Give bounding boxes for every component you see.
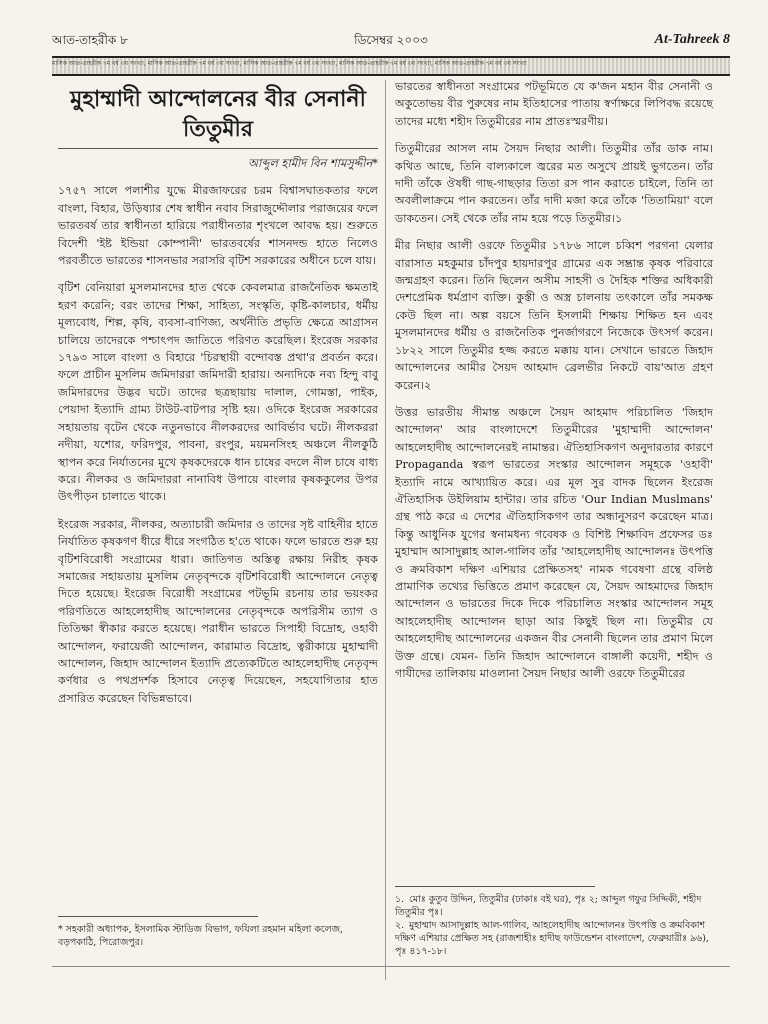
reference-text: মুহাম্মাদ আসাদুল্লাহ আল-গালিব, আহলেহাদীছ আন্দোলনঃ উৎপত্তি ও ক্রমবিকাশ দক্ষিণ এশিয়ার প্রেক্ষিত সহ (রাজশাহীঃ হাদীছ ফাউন্ডেশন বাংলাদেশ, ফেব্রুয়ারীঃ ৯৬), পৃঃ ৪১৭-১৮। [395,920,709,957]
left-column [58,78,378,717]
reference-item [395,919,713,958]
paragraph: মীর নিছার আলী ওরফে তিতুমীর ১৭৮৬ সালে চব্বিশ পরগনা যেলার বারাসাত মহকুমার চাঁদপুর হায়দারপুর গ্রামের এক সম্ভ্রান্ত কৃষক পরিবারে জন্মগ্রহণ করেন। তিনি ছিলেন অসীম সাহসী ও দৈহিক শক্তির অধিকারী দেশপ্রেমিক ধর্মপ্রাণ ব্যক্তি। কুস্তী ও অস্ত্র চালনায় তৎকালে তাঁর সমকক্ষ কেউ ছিল না। অল্প বয়সে তিনি ইসলামী শিক্ষায় শিক্ষিত হন এবং মুসলমানদের ধর্মীয় ও রাজনৈতিক পুনর্জাগরণে নিজেকে উৎসর্গ করেন। ১৮২২ সালে তিতুমীর হজ্জ করতে মক্কায় যান। সেখানে ভারতে জিহাদ আন্দোলনের আমীর সৈয়দ আহমাদ ব্রেলভীর নিকটে বায়'আত গ্রহণ করেন।২ [395,239,713,392]
article-title: মুহাম্মাদী আন্দোলনের বীর সেনানী তিতুমীর [70,86,366,142]
footnote-rule [58,916,258,917]
paragraph: উত্তর ভারতীয় সীমান্ত অঞ্চলে সৈয়দ আহমাদ পরিচালিত 'জিহাদ আন্দোলন' আর বাংলাদেশে তিতুমীরের 'মুহাম্মাদী আন্দোলন' আহলেহাদীছ আন্দোলনেরই নামান্তর। ঐতিহাসিকগণ অনুদারতার কারণে Propaganda স্বরূপ ভারতের সংস্কার আন্দোলন সমূহকে 'ওহাবী' ইত্যাদি নামে আখ্যায়িত করে। এর মূল সুর বাদক ছিলেন ইংরেজ ঐতিহাসিক উইলিয়াম হান্টার। তার রচিত 'Our Indian Muslmans' গ্রন্থ পাঠ করে এ দেশের ঐতিহাসিকগণ তার অন্ধানুসরণ করেছেন মাত্র। কিন্তু আধুনিক যুগের স্বনামধন্য গবেষক ও বিশিষ্ট শিক্ষাবিদ প্রফেসর ডঃ মুহাম্মাদ আসাদুল্লাহ আল-গালিব তাঁর 'আহলেহাদীছ আন্দোলনঃ উৎপত্তি ও ক্রমবিকাশ দক্ষিণ এশিয়ার প্রেক্ষিতসহ' নামক গবেষণা গ্রন্থে বলিষ্ঠ প্রামাণিক তথ্যের ভিত্তিতে প্রমাণ করেছেন যে, সৈয়দ আহমাদের জিহাদ আন্দোলন ও ভারতের দিকে দিকে পরিচালিত সংস্কার আন্দোলন সমূহ আহলেহাদীছ আন্দোলন ছাড়া আর কিছুই ছিল না। তিতুমীর যে আহলেহাদীছ আন্দোলনের একজন বীর সেনানী ছিলেন তার প্রমাণ মিলে উক্ত গ্রন্থে। যেমন- তিনি জিহাদ আন্দোলনে বাঙ্গালী কয়েদী, শহীদ ও গাযীদের তালিকায় মাওলানা সৈয়দ নিছার আলী ওরফে তিতুমীরের [395,405,713,680]
article-author: আব্দুল হামীদ বিন শামসুদ্দীন* [248,156,378,170]
bottom-rule [52,966,730,967]
header-date: ডিসেম্বর ২০০৩ [354,33,428,47]
right-column [395,78,713,692]
header-band: মাসিক আত-তাহরীক ৭ম বর্ষ ৩য় সংখ্যা, মাসিক আত-তাহরীক ৭ম বর্ষ ৩য় সংখ্যা, মাসিক আত-তাহরীক ৭ম বর্ষ ৩য় সংখ্যা, মাসিক আত-তাহরীক ৭ম বর্ষ ৩য় সংখ্যা, মাসিক আত-তাহরীক ৭ম বর্ষ ৩য় সংখ্যা [52,56,730,76]
header-left-title: আত-তাহরীক ৮ [52,33,128,47]
column-divider [385,80,386,980]
paragraph: ভারতের স্বাধীনতা সংগ্রামের পটভূমিতে যে ক'জন মহান বীর সেনানী ও অকুতোভয় বীর পুরুষের নাম ইতিহাসের পাতায় স্বর্ণাক্ষরে লিপিবদ্ধ রয়েছে তাদের মধ্যে শহীদ তিতুমীরের নাম প্রাতঃস্মরণীয়। [395,80,713,128]
paragraph: তিতুমীরের আসল নাম সৈয়দ নিছার আলী। তিতুমীর তাঁর ডাক নাম। কথিত আছে, তিনি বাল্যকালে জ্বরের মত অসুখে প্রায়ই ভুগতেন। তাঁর দাদী তাঁকে ঔষধী গাছ-গাছড়ার তিতা রস পান করাতে চাইলে, তিনি তা অবলীলাক্রমে পান করতেন। তাঁর দাদী মজা করে তাঁকে 'তিতামিয়া' বলে ডাকতেন। সেই থেকে তাঁর নাম হয়ে পড়ে তিতুমীর।১ [395,142,713,225]
title-rule [58,148,378,149]
reference-number: ২. [395,920,405,931]
footnote-rule [395,886,595,887]
page-header [52,32,730,54]
reference-item [395,893,713,919]
reference-number: ১. [395,894,405,905]
paragraph: ইংরেজ সরকার, নীলকর, অত্যাচারী জমিদার ও তাদের সৃষ্ট বাহিনীর হাতে নির্যাতিত কৃষকগণ ধীরে ধীরে সংগঠিত হ'তে থাকে। ফলে ভারতে শুরু হয় বৃটিশবিরোধী সংগ্রামের ধারা। জাতিগত অস্তিত্ব রক্ষায় নিরীহ কৃষক সমাজের সহায়তায় মুসলিম নেতৃবৃন্দকে বৃটিশবিরোধী আন্দোলনে নেতৃত্ব দিতে হয়েছে। ইংরেজ বিরোধী সংগ্রামের পটভূমি রচনায় তার ভয়ংকর পরিণতিতে আহলেহাদীছ আন্দোলনের নেতৃবৃন্দকে অপরিসীম ত্যাগ ও তিতিক্ষা স্বীকার করতে হয়েছে। পরাধীন ভারতে সিপাহী বিদ্রোহ, ওহাবী আন্দোলন, ফরায়েজী আন্দোলন, কারামাত বিদ্রোহ, ত্বরীকায়ে মুহাম্মাদী আন্দোলন, জিহাদ আন্দোলন ইত্যাদি প্রত্যেকটিতে আহলেহাদীছ নেতৃবৃন্দ কর্ণধার ও পথপ্রদর্শক হিসাবে নেতৃত্ব দিয়েছেন, সহযোগিতার হাত প্রসারিত করেছেন বিভিন্নভাবে। [58,517,378,705]
reference-text: মোঃ কুতুব উদ্দিন, তিতুমীর (ঢাকাঃ বই ঘর), পৃঃ ২; আব্দুল গফুর সিদ্দিকী, শহীদ তিতুমীর পৃঃ। [395,894,702,918]
author-footnote: * সহকারী অধ্যাপক, ইসলামিক স্টাডিজ বিভাগ, ফযিলা রহমান মহিলা কলেজ, বড়পকাঠি, পিরোজপুর। [58,924,344,948]
author-footnote-block [58,906,378,949]
references-block [395,876,713,958]
header-right-title: At-Tahreek 8 [654,32,730,47]
paragraph: বৃটিশ বেনিয়ারা মুসলমানদের হাত থেকে কেবলমাত্র রাজনৈতিক ক্ষমতাই হরণ করেনি; বরং তাদের শিক্ষা, সাহিত্য, সংস্কৃতি, কৃষ্টি-কালচার, ধর্মীয় মূল্যবোধ, শিল্প, কৃষি, ব্যবসা-বাণিজ্য, অর্থনীতি প্রভৃতি ক্ষেত্রে আগ্রাসন চালিয়ে তাদেরকে পশ্চাৎপদ জাতিতে পরিণত করেছিল। ইংরেজ সরকার ১৭৯৩ সালে বাংলা ও বিহারে 'চিরস্থায়ী বন্দোবস্ত প্রথা'র প্রবর্তন করে। ফলে প্রাচীন মুসলিম জমিদাররা জমিদারী হারায়। অন্যদিকে নব্য হিন্দু বাবু জমিদারদের উদ্ভব ঘটে। তাদের ছত্রছায়ায় দালাল, গোমস্তা, পাইক, পেয়াদা ইত্যাদি গ্রাম্য টাউট-বাটপার সৃষ্টি হয়। ওদিকে ইংরেজ সরকারের সহায়তায় বৃটেন থেকে নতুনভাবে নীলকরদের আবির্ভাব ঘটে। নীলকররা নদীয়া, যশোর, ফরিদপুর, পাবনা, রংপুর, ময়মনসিংহ অঞ্চলে নীলকুঠি স্থাপন করে নির্যাতনের মুখে কৃষকদেরকে ধান চাষের বদলে নীল চাষে বাধ্য করে। নীলকর ও জমিদাররা নানাবিধ উপায়ে বাংলার কৃষককুলের উপর উৎপীড়ন চালাতে থাকে। [58,281,378,504]
paragraph: ১৭৫৭ সালে পলাশীর যুদ্ধে মীরজাফরের চরম বিশ্বাসঘাতকতার ফলে বাংলা, বিহার, উড়িষ্যার শেষ স্বাধীন নবাব সিরাজুদ্দৌলার পরাজয়ের ফলে ভারতবর্ষ তার স্বাধীনতা হারিয়ে পরাধীনতার শৃংখলে আবদ্ধ হয়। শুরুতে বিদেশী 'ইষ্ট ইন্ডিয়া কোম্পানী' ভারতবর্ষের শাসনদন্ড হাতে নিলেও পরবর্তীতে ভারতের শাসনভার সরাসরি বৃটিশ সরকারের অধীনে চলে যায়। [58,184,378,268]
